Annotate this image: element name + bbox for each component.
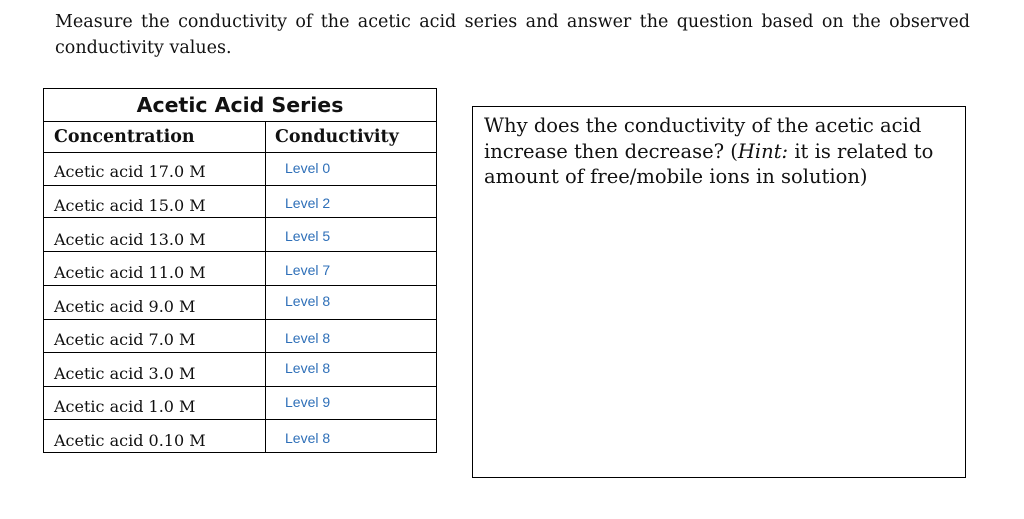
row-divider [44, 352, 436, 353]
acetic-acid-table [43, 88, 437, 453]
row-divider [44, 217, 436, 218]
concentration-header: Concentration [54, 127, 195, 147]
conductivity-cell: Level 5 [285, 228, 331, 244]
concentration-cell: Acetic acid 0.10 M [54, 431, 206, 450]
conductivity-cell: Level 0 [285, 160, 331, 176]
conductivity-header: Conductivity [275, 127, 399, 147]
conductivity-cell: Level 8 [285, 430, 331, 446]
conductivity-cell: Level 7 [285, 262, 331, 278]
question-text: Why does the conductivity of the acetic acid increase then decrease? (Hint: it is related to amount of free/mobile ions in solution) [484, 114, 934, 188]
instructions-text: Measure the conductivity of the acetic acid series and answer the question based on the observed conductivity values. [55, 12, 970, 58]
concentration-cell: Acetic acid 3.0 M [54, 364, 196, 383]
conductivity-cell: Level 9 [285, 394, 331, 410]
row-divider [44, 419, 436, 420]
conductivity-cell: Level 8 [285, 330, 331, 346]
question-lead: Why does the conductivity of the acetic acid increase then decrease? [484, 114, 922, 163]
hint-text: it is related to amount of free/mobile ions in solution) [484, 139, 934, 188]
conductivity-cell: Level 8 [285, 293, 331, 309]
conductivity-cell: Level 2 [285, 195, 331, 211]
answer-box[interactable] [472, 106, 966, 478]
row-divider [44, 251, 436, 252]
column-divider [265, 121, 266, 453]
conductivity-cell: Level 8 [285, 360, 331, 376]
concentration-cell: Acetic acid 7.0 M [54, 330, 196, 349]
row-divider [44, 285, 436, 286]
concentration-cell: Acetic acid 13.0 M [54, 230, 206, 249]
concentration-cell: Acetic acid 15.0 M [54, 196, 206, 215]
row-divider [44, 152, 436, 153]
hint-label: Hint: [737, 139, 789, 163]
row-divider [44, 386, 436, 387]
concentration-cell: Acetic acid 17.0 M [54, 162, 206, 181]
concentration-cell: Acetic acid 11.0 M [54, 263, 206, 282]
row-divider [44, 319, 436, 320]
row-divider [44, 185, 436, 186]
table-title: Acetic Acid Series [44, 89, 436, 122]
concentration-cell: Acetic acid 9.0 M [54, 297, 196, 316]
concentration-cell: Acetic acid 1.0 M [54, 397, 196, 416]
